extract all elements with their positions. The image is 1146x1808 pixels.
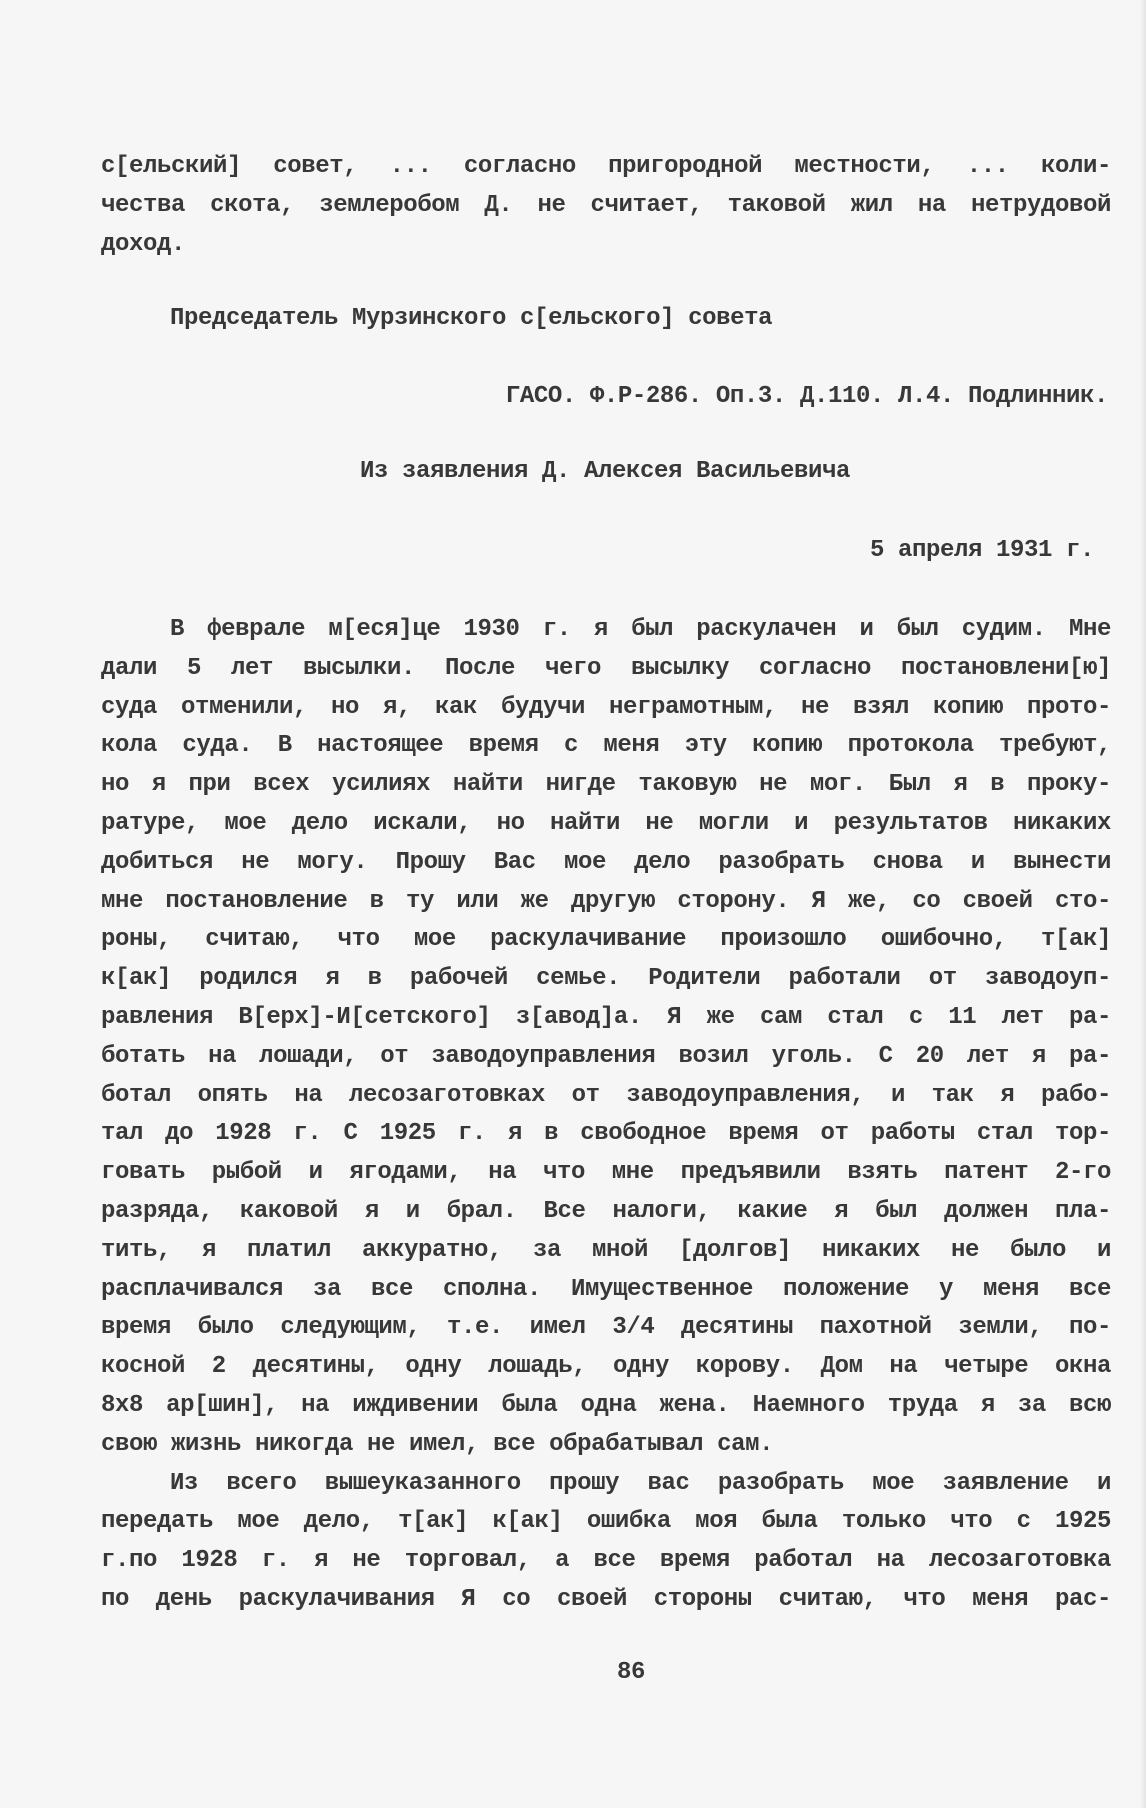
text-line: дали 5 лет высылки. После чего высылку согласно постановлени[ю] <box>101 654 1111 682</box>
text-line: равления В[ерх]-И[сетского] з[авод]а. Я же сам стал с 11 лет ра- <box>101 1003 1111 1031</box>
text-line: суда отменили, но я, как будучи неграмотным, не взял копию прото- <box>101 693 1111 721</box>
text-line: по день раскулачивания Я со своей стороны считаю, что меня рас- <box>101 1585 1111 1613</box>
document-date: 5 апреля 1931 г. <box>869 537 1094 564</box>
text-line: тить, я платил аккуратно, за мной [долгов] никаких не было и <box>101 1236 1111 1264</box>
text-line: ботал опять на лесозаготовках от заводоуправления, и так я рабо- <box>101 1081 1111 1109</box>
page-number: 86 <box>616 1659 645 1686</box>
text-line: добиться не могу. Прошу Вас мое дело разобрать снова и вынести <box>101 848 1111 876</box>
text-line: свою жизнь никогда не имел, все обрабатывал сам. <box>101 1430 774 1458</box>
preceding-document-fragment <box>101 148 1111 264</box>
text-line: к[ак] родился я в рабочей семье. Родители работали от заводоуп- <box>101 965 1111 993</box>
text-line: В феврале м[еся]це 1930 г. я был раскулачен и был судим. Мне <box>170 616 1111 643</box>
text-line: тал до 1928 г. С 1925 г. я в свободное время от работы стал тор- <box>101 1120 1111 1148</box>
text-line: кола суда. В настоящее время с меня эту копию протокола требуют, <box>101 732 1111 760</box>
text-line: передать мое дело, т[ак] к[ак] ошибка моя была только что с 1925 <box>101 1508 1111 1536</box>
text-line: Из всего вышеуказанного прошу вас разобрать мое заявление и <box>170 1469 1111 1497</box>
text-line: чества скота, землеробом Д. не считает, таковой жил на нетрудовой <box>101 191 1111 219</box>
text-line: разряда, каковой я и брал. Все налоги, какие я был должен пла- <box>101 1197 1111 1225</box>
text-line: ратуре, мое дело искали, но найти не могли и результатов никаких <box>101 809 1111 837</box>
text-line: г.по 1928 г. я не торговал, а все время работал на лесозаготовка <box>101 1547 1111 1575</box>
text-line: доход. <box>101 230 186 258</box>
text-line: время было следующим, т.е. имел 3/4 десятины пахотной земли, по- <box>101 1314 1111 1342</box>
text-line: расплачивался за все сполна. Имущественное положение у меня все <box>101 1275 1111 1303</box>
text-line: ботать на лошади, от заводоуправления возил уголь. С 20 лет я ра- <box>101 1042 1111 1070</box>
text-line: мне постановление в ту или же другую сторону. Я же, со своей сто- <box>101 887 1111 915</box>
text-line: косной 2 десятины, одну лошадь, одну корову. Дом на четыре окна <box>101 1353 1111 1381</box>
text-line: роны, считаю, что мое раскулачивание произошло ошибочно, т[ак] <box>101 926 1111 954</box>
document-title: Из заявления Д. Алексея Васильевича <box>359 458 851 485</box>
archive-source-reference: ГАСО. Ф.Р-286. Оп.3. Д.110. Л.4. Подлинник. <box>505 383 1108 410</box>
text-line: говать рыбой и ягодами, на что мне предъявили взять патент 2-го <box>101 1159 1111 1187</box>
statement-body <box>101 611 1111 1620</box>
text-line: с[ельский] совет, ... согласно пригородной местности, ... коли- <box>101 153 1111 180</box>
text-line: 8х8 ар[шин], на иждивении была одна жена. Наемного труда я за всю <box>101 1391 1111 1419</box>
text-line: но я при всех усилиях найти нигде таковую не мог. Был я в проку- <box>101 771 1111 799</box>
scan-edge-shadow <box>1140 0 1146 1808</box>
signature-line: Председатель Мурзинского с[ельского] совета <box>170 305 773 332</box>
